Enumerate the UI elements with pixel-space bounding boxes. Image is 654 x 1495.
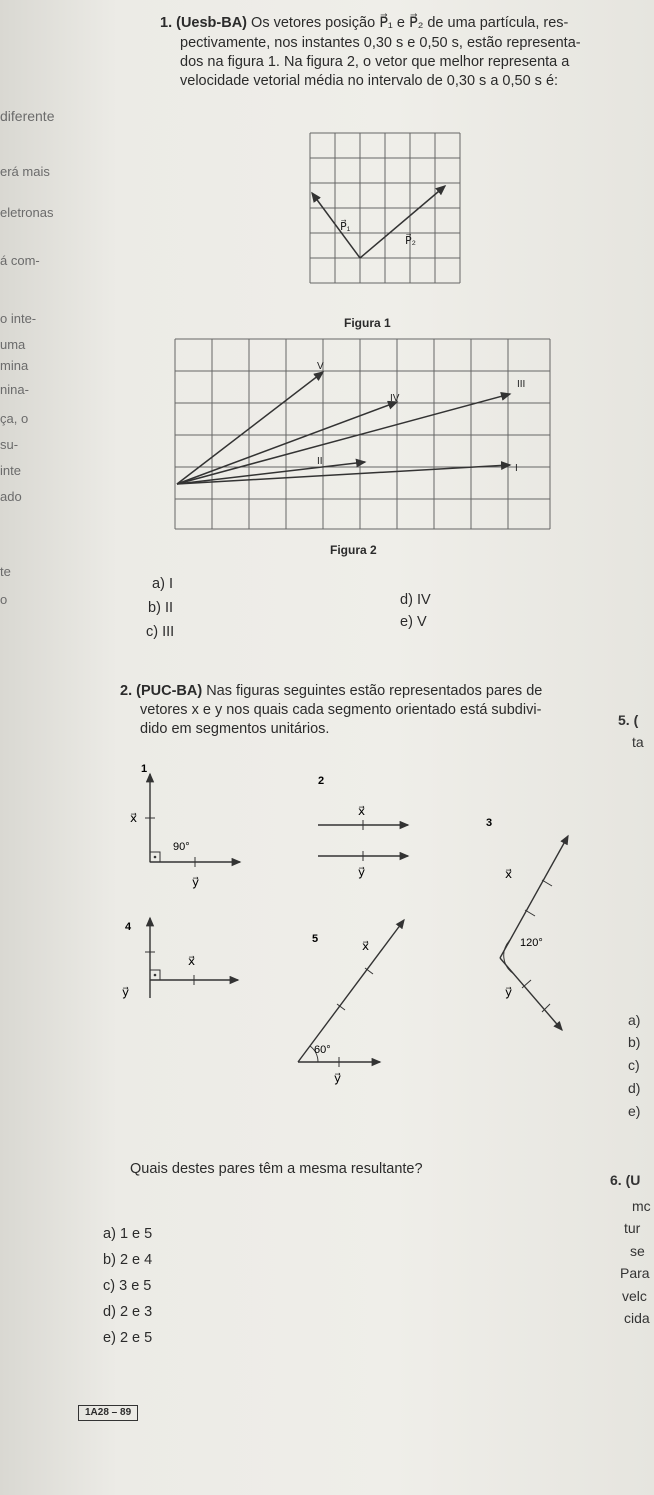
angle-label: 60° [314, 1044, 331, 1056]
figure-1 [300, 128, 470, 308]
option-letter: b) [148, 600, 161, 616]
q2-header-line [120, 682, 600, 701]
figure-2 [165, 334, 560, 534]
q1-option-a [152, 576, 173, 592]
y-label: y⃗ [122, 985, 130, 999]
option-value: 3 e 5 [119, 1278, 152, 1294]
q2-source: (PUC-BA) [136, 683, 203, 699]
q2-text-line: dido em segmentos unitários. [140, 721, 330, 737]
option-letter: c) [103, 1278, 116, 1294]
angle-label: 120° [520, 937, 543, 949]
figure-2-label: Figura 2 [330, 543, 377, 557]
margin-fragment: o [0, 592, 8, 607]
figure-1-grid [310, 133, 460, 283]
margin-fragment: velc [622, 1288, 647, 1304]
q1-source: (Uesb-BA) [176, 15, 248, 31]
page-code-badge: 1A28 – 89 [78, 1405, 138, 1421]
option-value: III [162, 624, 175, 640]
q1-text-line: Os vetores posição P⃗₁ e P⃗₂ de uma partícula, res- [251, 15, 569, 31]
q2-option-d [103, 1304, 152, 1320]
option-value: 1 e 5 [119, 1226, 153, 1242]
margin-fragment: ça, o [0, 411, 29, 426]
figure-number: 2 [318, 775, 325, 787]
q2-question: Quais destes pares têm a mesma resultante? [130, 1161, 423, 1177]
p2-vector [360, 186, 445, 258]
margin-fragment: e) [628, 1103, 641, 1119]
margin-fragment: o inte- [0, 311, 37, 326]
figure-number: 1 [141, 763, 148, 775]
option-letter: a) [103, 1226, 116, 1242]
vector-iv-label: IV [390, 393, 400, 404]
q1-text-line: velocidade vetorial média no intervalo de 0,30 s a 0,50 s é: [180, 73, 559, 89]
margin-fragment: inte [0, 463, 21, 478]
option-value: IV [416, 592, 431, 608]
p2-label: P⃗₂ [405, 235, 416, 247]
q2-text-line: Nas figuras seguintes estão representados pares de [206, 683, 543, 699]
option-letter: c) [146, 624, 159, 640]
option-value: 2 e 4 [119, 1252, 153, 1268]
margin-fragment: tur [624, 1220, 641, 1236]
p1-vector [312, 193, 360, 258]
margin-fragment: mc [632, 1198, 651, 1214]
q2-figure-2 [318, 775, 408, 879]
left-margin-fragments [0, 0, 120, 1495]
q2-figure-5 [298, 920, 404, 1085]
angle-label: 90° [173, 841, 190, 853]
q2-number: 2. [120, 683, 133, 699]
option-letter: d) [103, 1304, 116, 1320]
option-value: 2 e 5 [119, 1330, 153, 1346]
q1-header-line [160, 14, 620, 33]
option-value: II [164, 600, 173, 616]
vector-i-label: I [515, 463, 518, 474]
q2-option-a [103, 1226, 152, 1242]
figure-number: 5 [312, 933, 319, 945]
margin-fragment: ta [632, 734, 644, 750]
q1-option-d [400, 592, 431, 608]
margin-fragment: d) [628, 1080, 641, 1096]
option-letter: b) [103, 1252, 116, 1268]
margin-fragment: se [630, 1243, 645, 1259]
y-label: y⃗ [192, 875, 200, 889]
x-label: x⃗ [358, 804, 366, 818]
vector-iii-label: III [517, 379, 526, 390]
figure-1-label: Figura 1 [344, 316, 391, 330]
q1-text-line: pectivamente, nos instantes 0,30 s e 0,50 s, estão representa- [180, 35, 581, 51]
option-value: I [168, 576, 173, 592]
q2-option-e [103, 1330, 152, 1346]
margin-fragment: mina [0, 358, 29, 373]
option-letter: e) [103, 1330, 116, 1346]
option-letter: e) [400, 614, 413, 630]
option-value: 2 e 3 [119, 1304, 153, 1320]
margin-fragment: diferente [0, 108, 55, 124]
y-label: y⃗ [358, 865, 366, 879]
vector-i [177, 465, 510, 484]
vector-v-label: V [317, 361, 324, 372]
q1-text-line: dos na figura 1. Na figura 2, o vetor que melhor representa a [180, 54, 570, 70]
margin-fragment: b) [628, 1034, 641, 1050]
margin-fragment: su- [0, 437, 19, 452]
q1-option-c [146, 624, 174, 640]
margin-fragment: 6. (U [610, 1172, 641, 1188]
q2-figure-3 [486, 817, 568, 1030]
figure-number: 4 [125, 921, 132, 933]
right-margin-fragments [610, 0, 654, 1495]
margin-fragment: c) [628, 1057, 640, 1073]
vector-ii-label: II [317, 456, 323, 467]
margin-fragment: cida [624, 1310, 650, 1326]
option-letter: d) [400, 592, 413, 608]
x-label: x⃗ [362, 939, 370, 953]
q1-option-e [400, 614, 427, 630]
y-label: y⃗ [334, 1071, 342, 1085]
q2-option-c [103, 1278, 151, 1294]
margin-fragment: 5. ( [618, 712, 639, 728]
x-label: x⃗ [130, 811, 138, 825]
q2-figures [100, 760, 620, 1085]
margin-fragment: nina- [0, 382, 29, 397]
q1-option-b [148, 600, 173, 616]
q2-figure-1 [130, 763, 240, 889]
x-label: x⃗ [505, 867, 513, 881]
margin-fragment: erá mais [0, 164, 50, 179]
margin-fragment: te [0, 564, 11, 579]
y-label: y⃗ [505, 985, 513, 999]
q1-number: 1. [160, 15, 173, 31]
x-label: x⃗ [188, 954, 196, 968]
p1-label: P⃗₁ [340, 221, 351, 233]
figure-number: 3 [486, 817, 493, 829]
margin-fragment: uma [0, 337, 26, 352]
option-letter: a) [152, 576, 165, 592]
margin-fragment: ado [0, 489, 22, 504]
margin-fragment: eletronas [0, 205, 54, 220]
margin-fragment: á com- [0, 253, 40, 268]
q2-figure-4 [122, 918, 238, 999]
option-value: V [416, 614, 427, 630]
q2-option-b [103, 1252, 152, 1268]
q2-text-line: vetores x e y nos quais cada segmento orientado está subdivi- [140, 702, 542, 718]
vector-iii [177, 394, 510, 484]
margin-fragment: Para [620, 1265, 650, 1281]
margin-fragment: a) [628, 1012, 641, 1028]
